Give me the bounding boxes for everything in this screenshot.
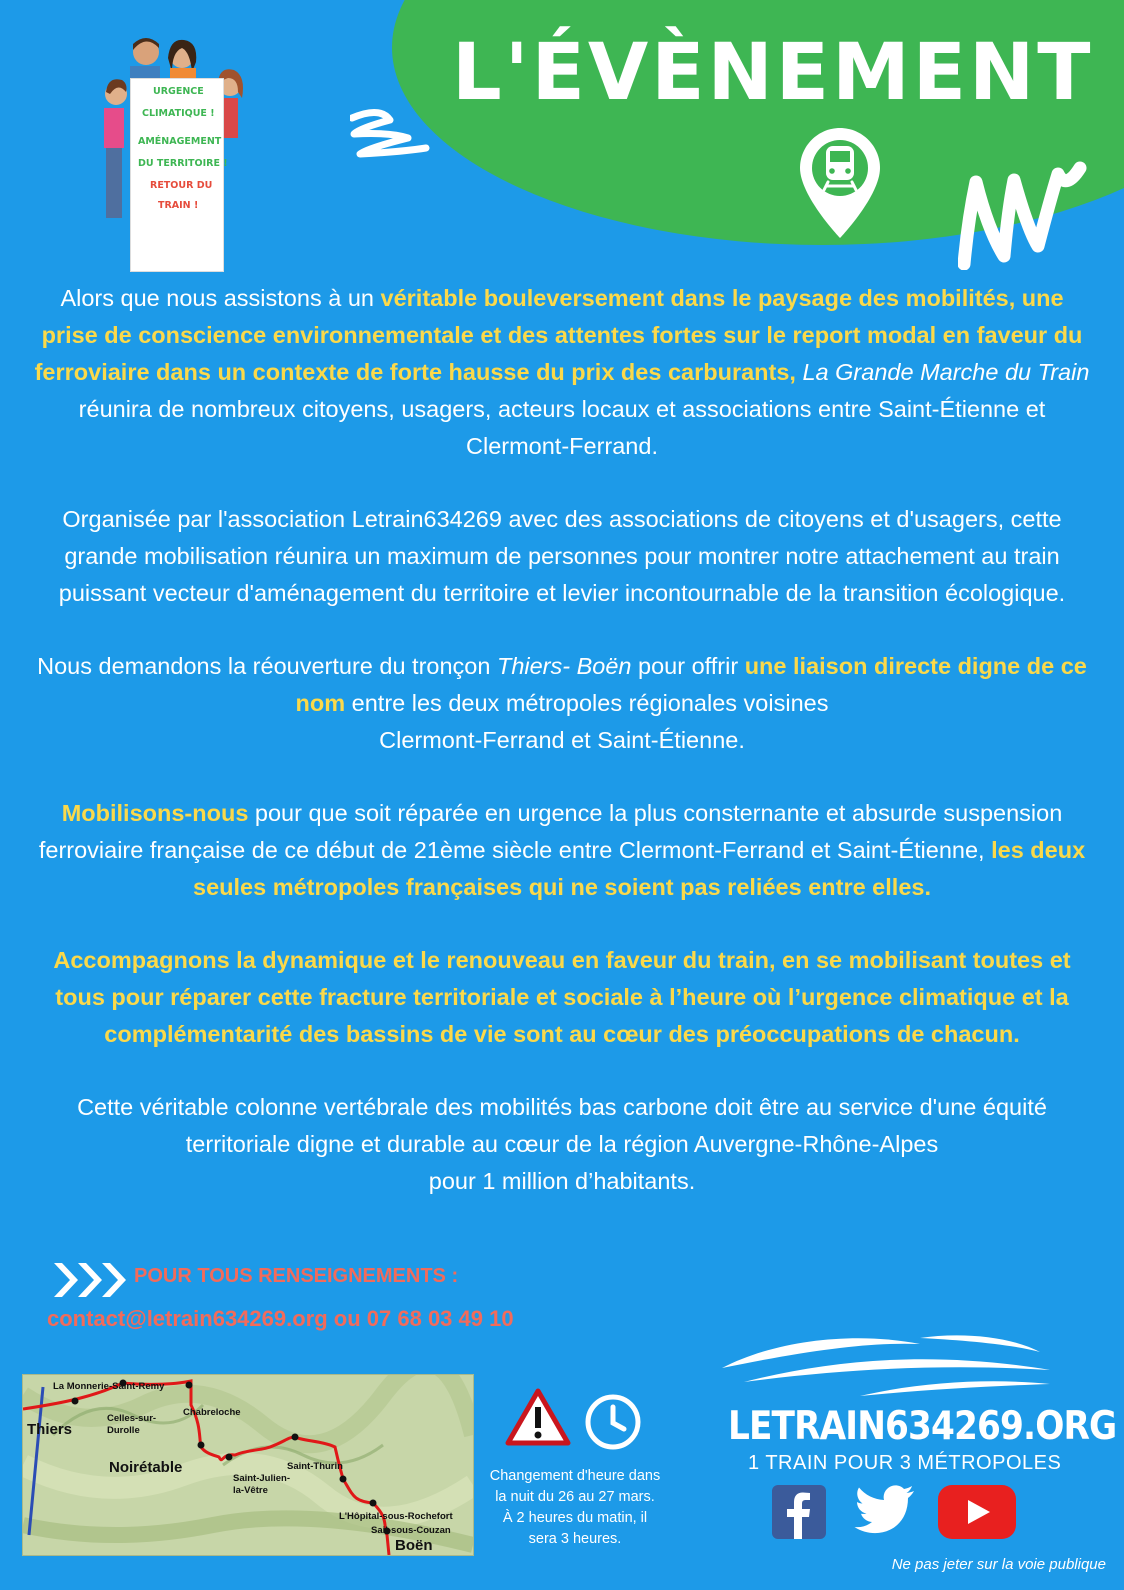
paragraph-segment: une liaison directe digne de ce nom bbox=[295, 653, 1087, 716]
contact-label: POUR TOUS RENSEIGNEMENTS : bbox=[134, 1265, 459, 1287]
map-label: L'Hôpital-sous-Rochefort bbox=[339, 1511, 453, 1522]
paragraph bbox=[30, 942, 1094, 1053]
map-label: La Monnerie-Saint-Remy bbox=[53, 1381, 165, 1392]
paragraph bbox=[30, 501, 1094, 612]
twitter-icon[interactable] bbox=[852, 1485, 916, 1539]
warning-icon bbox=[505, 1388, 571, 1446]
notice-line: Changement d'heure dans bbox=[489, 1468, 661, 1484]
notice-line: À 2 heures du matin, il bbox=[502, 1510, 648, 1526]
map-label: Boën bbox=[395, 1537, 433, 1554]
paragraph-segment: La Grande Marche du Train bbox=[802, 359, 1090, 385]
people-holding-sign-image bbox=[108, 38, 248, 238]
sign-line: TRAIN ! bbox=[158, 200, 199, 211]
notice-line: sera 3 heures. bbox=[528, 1531, 622, 1547]
map-label: Noirétable bbox=[109, 1459, 183, 1476]
paragraph bbox=[30, 795, 1094, 906]
youtube-icon[interactable] bbox=[938, 1485, 1016, 1539]
scribble-right-decoration bbox=[958, 160, 1088, 270]
sign-line: CLIMATIQUE ! bbox=[142, 108, 215, 119]
paragraph-segment: pour 1 million d’habitants. bbox=[428, 1168, 696, 1194]
event-description bbox=[30, 280, 1094, 1236]
paragraph-segment: Organisée par l'association Letrain634269 avec des associations de citoyens et d'usagers, cette grande mobilisation réunira un maximum de personnes pour montrer notre attachement au train puissant vecteur d'aménagement du territoire et levier incontournable de la transition écologique. bbox=[58, 506, 1066, 606]
paragraph-segment: Clermont-Ferrand et Saint-Étienne. bbox=[379, 727, 745, 753]
paragraph-segment: entre les deux métropoles régionales voisines bbox=[345, 690, 829, 716]
paragraph-segment: les deux seules métropoles françaises qui ne soient pas reliées entre elles. bbox=[193, 837, 1086, 900]
chevrons-arrow-icon bbox=[52, 1260, 128, 1300]
sign-line: RETOUR DU bbox=[150, 180, 213, 191]
clock-icon bbox=[584, 1393, 642, 1451]
paragraph bbox=[30, 648, 1094, 759]
paragraph-segment: Mobilisons-nous bbox=[61, 800, 249, 826]
paragraph bbox=[30, 1089, 1094, 1200]
map-label: Saint-Julien- bbox=[233, 1473, 291, 1484]
map-label: Chabreloche bbox=[183, 1407, 241, 1418]
paragraph-segment: pour offrir bbox=[631, 653, 745, 679]
map-label: Durolle bbox=[107, 1425, 140, 1436]
train-location-pin-icon bbox=[800, 128, 880, 240]
facebook-icon[interactable] bbox=[772, 1485, 826, 1539]
paragraph-segment: Thiers- Boën bbox=[496, 653, 632, 679]
map-label: la-Vêtre bbox=[233, 1485, 268, 1496]
sign-line: DU TERRITOIRE ! bbox=[138, 158, 228, 169]
footer-note: Ne pas jeter sur la voie publique bbox=[891, 1556, 1106, 1573]
paragraph-segment: Cette véritable colonne vertébrale des mobilités bas carbone doit être au service d'une équité territoriale digne et durable au cœur de la région Auvergne-Rhône-Alpes bbox=[77, 1094, 1047, 1157]
paragraph-segment: pour que soit réparée en urgence la plus consternante et absurde suspension ferroviaire française de ce début de 21ème siècle entre Clermont-Ferrand et Saint-Étienne, bbox=[38, 800, 1063, 863]
map-label: Celles-sur- bbox=[107, 1413, 157, 1424]
railway-route-map bbox=[22, 1374, 474, 1556]
paragraph-segment: réunira de nombreux citoyens, usagers, acteurs locaux et associations entre Saint-Étienne et Clermont-Ferrand. bbox=[78, 396, 1046, 459]
map-label: Sail-sous-Couzan bbox=[371, 1525, 451, 1536]
scribble-left-decoration bbox=[350, 108, 430, 163]
map-label: Saint-Thurin bbox=[287, 1461, 343, 1472]
paragraph bbox=[30, 280, 1094, 465]
notice-line: la nuit du 26 au 27 mars. bbox=[495, 1489, 655, 1505]
map-label: Thiers bbox=[27, 1421, 73, 1438]
page-title: L'ÉVÈNEMENT bbox=[452, 28, 1094, 118]
sign-line: URGENCE bbox=[153, 86, 204, 97]
paragraph-segment: Nous demandons la réouverture du tronçon bbox=[37, 653, 497, 679]
paragraph-segment: Accompagnons la dynamique et le renouveau en faveur du train, en se mobilisant toutes et tous pour réparer cette fracture territoriale et sociale à l’heure où l’urgence climatique et la complémentarité des bassins de vie sont au cœur des préoccupations de chacun. bbox=[53, 947, 1071, 1047]
time-change-notice bbox=[478, 1466, 672, 1550]
paragraph-segment: véritable bouleversement dans le paysage des mobilités, une prise de conscience environnementale et des attentes fortes sur le report modal en faveur du ferroviaire dans un contexte de forte hausse du prix des carburants, bbox=[34, 285, 1083, 385]
brand-tagline: 1 TRAIN POUR 3 MÉTROPOLES bbox=[748, 1452, 1062, 1474]
site-name[interactable]: LETRAIN634269.ORG bbox=[728, 1404, 1117, 1449]
sign-line: AMÉNAGEMENT bbox=[138, 136, 222, 147]
paragraph-segment: Alors que nous assistons à un bbox=[60, 285, 381, 311]
waves-logo-icon bbox=[720, 1330, 1060, 1400]
contact-email-phone[interactable]: contact@letrain634269.org ou 07 68 03 49 10 bbox=[47, 1306, 514, 1331]
